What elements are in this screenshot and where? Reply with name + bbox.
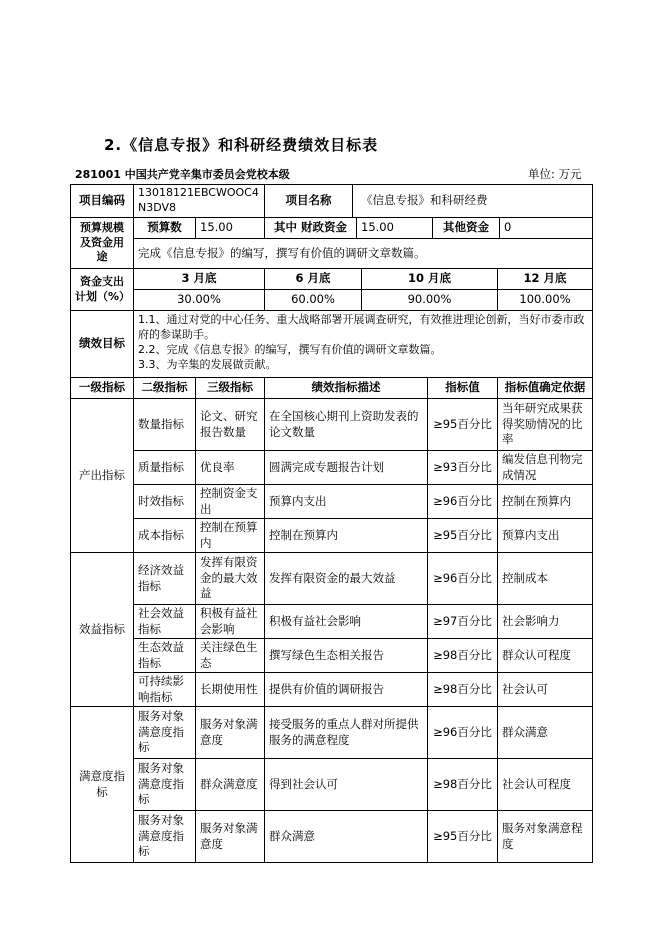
indicator-header-row xyxy=(71,378,593,399)
level2-indicator: 服务对象满意度指标 xyxy=(134,811,196,863)
level2-indicator: 质量指标 xyxy=(134,451,196,485)
other-funds-label: 其他资金 xyxy=(433,218,500,238)
indicator-basis: 当年研究成果获得奖励情况的比率 xyxy=(498,399,593,451)
level2-indicator: 社会效益指标 xyxy=(134,605,196,639)
indicator-basis: 社会认可程度 xyxy=(498,759,593,811)
indicator-row xyxy=(71,553,593,605)
level2-indicator: 生态效益指标 xyxy=(134,639,196,673)
level1-indicator: 效益指标 xyxy=(71,553,134,707)
indicator-description: 积极有益社会影响 xyxy=(265,605,428,639)
level3-indicator: 长期使用性 xyxy=(196,673,265,707)
project-code-label: 项目编码 xyxy=(71,185,134,218)
column-header: 一级指标 xyxy=(71,378,134,399)
indicator-value: ≥96百分比 xyxy=(428,553,498,605)
indicator-value: ≥96百分比 xyxy=(428,707,498,759)
column-header: 指标值确定依据 xyxy=(498,378,593,399)
indicator-description: 预算内支出 xyxy=(265,485,428,519)
indicator-basis: 群众满意 xyxy=(498,707,593,759)
spending-label: 资金支出计划（%） xyxy=(71,269,134,311)
column-header: 二级指标 xyxy=(134,378,196,399)
spending-value: 60.00% xyxy=(265,290,362,310)
indicator-basis: 服务对象满意程度 xyxy=(498,811,593,863)
spending-period: 12 月底 xyxy=(523,271,567,286)
level3-indicator: 论文、研究报告数量 xyxy=(196,399,265,451)
indicator-value: ≥97百分比 xyxy=(428,605,498,639)
level3-indicator: 关注绿色生态 xyxy=(196,639,265,673)
column-header: 绩效指标描述 xyxy=(265,378,428,399)
usage-row xyxy=(71,239,593,269)
level3-indicator: 服务对象满意度 xyxy=(196,811,265,863)
level1-indicator: 产出指标 xyxy=(71,399,134,553)
indicator-description: 撰写绿色生态相关报告 xyxy=(265,639,428,673)
indicator-description: 发挥有限资金的最大效益 xyxy=(265,553,428,605)
level2-indicator: 经济效益指标 xyxy=(134,553,196,605)
goal-line: 1.1、通过对党的中心任务、重大战略部署开展调查研究，有效推进理论创新，当好市委市政府的参谋助手。 xyxy=(138,313,585,341)
indicator-basis: 编发信息刊物完成情况 xyxy=(498,451,593,485)
project-name-value: 《信息专报》和科研经费 xyxy=(361,193,488,208)
budget-label: 预算规模及资金用途 xyxy=(71,218,134,269)
level3-indicator: 群众满意度 xyxy=(196,759,265,811)
indicator-row xyxy=(71,485,593,519)
indicator-value: ≥93百分比 xyxy=(428,451,498,485)
fiscal-funds-label: 其中 财政资金 xyxy=(265,218,357,238)
level2-indicator: 服务对象满意度指标 xyxy=(134,707,196,759)
level3-indicator: 优良率 xyxy=(196,451,265,485)
indicator-row xyxy=(71,639,593,673)
indicator-value: ≥98百分比 xyxy=(428,639,498,673)
level2-indicator: 服务对象满意度指标 xyxy=(134,759,196,811)
indicator-value: ≥95百分比 xyxy=(428,519,498,553)
indicator-description: 得到社会认可 xyxy=(265,759,428,811)
indicator-basis: 控制成本 xyxy=(498,553,593,605)
spending-period: 3 月底 xyxy=(134,269,265,290)
indicator-basis: 预算内支出 xyxy=(498,519,593,553)
level2-indicator: 数量指标 xyxy=(134,399,196,451)
indicator-basis: 控制在预算内 xyxy=(498,485,593,519)
budget-amount-label: 预算数 xyxy=(134,218,196,239)
indicator-description: 接受服务的重点人群对所提供服务的满意程度 xyxy=(265,707,428,759)
indicator-description: 圆满完成专题报告计划 xyxy=(265,451,428,485)
level3-indicator: 积极有益社会影响 xyxy=(196,605,265,639)
goal-line: 2.2、完成《信息专报》的编写，撰写有价值的调研文章数篇。 xyxy=(138,342,442,356)
column-header: 三级指标 xyxy=(196,378,265,399)
indicator-description: 提供有价值的调研报告 xyxy=(265,673,428,707)
goal-line: 3.3、为辛集的发展做贡献。 xyxy=(138,357,277,371)
indicator-row xyxy=(71,707,593,759)
indicator-row xyxy=(71,399,593,451)
indicator-description: 控制在预算内 xyxy=(265,519,428,553)
spending-period: 10 月底 xyxy=(407,271,451,286)
performance-table xyxy=(70,184,593,863)
project-name-label: 项目名称 xyxy=(265,185,353,217)
indicator-value: ≥96百分比 xyxy=(428,485,498,519)
indicator-value: ≥95百分比 xyxy=(428,811,498,863)
project-code-value: 13018121EBCWOOC4N3DV8 xyxy=(134,185,265,218)
other-funds-value: 0 xyxy=(504,220,512,235)
spending-value: 90.00% xyxy=(407,292,452,307)
indicator-value: ≥95百分比 xyxy=(428,399,498,451)
indicator-row xyxy=(71,759,593,811)
indicator-row xyxy=(71,451,593,485)
budget-row xyxy=(71,218,593,239)
budget-usage: 完成《信息专报》的编写，撰写有价值的调研文章数篇。 xyxy=(134,239,593,269)
level1-indicator: 满意度指标 xyxy=(71,707,134,863)
spending-value: 100.00% xyxy=(498,290,593,311)
spending-period-row xyxy=(71,269,593,290)
spending-period: 6 月底 xyxy=(265,269,362,289)
level2-indicator: 成本指标 xyxy=(134,519,196,553)
level2-indicator: 时效指标 xyxy=(134,485,196,519)
indicator-description: 在全国核心期刊上资助发表的论文数量 xyxy=(265,399,428,451)
spending-value-row xyxy=(71,290,593,311)
spending-value: 30.00% xyxy=(134,290,265,311)
level3-indicator: 控制在预算内 xyxy=(196,519,265,553)
budget-amount-value: 15.00 xyxy=(196,218,265,239)
indicator-row xyxy=(71,519,593,553)
indicator-basis: 社会影响力 xyxy=(498,605,593,639)
indicator-value: ≥98百分比 xyxy=(428,673,498,707)
indicator-row xyxy=(71,673,593,707)
indicator-row xyxy=(71,605,593,639)
organization-name: 281001 中国共产党辛集市委员会党校本级 xyxy=(75,168,290,181)
indicator-value: ≥98百分比 xyxy=(428,759,498,811)
project-row xyxy=(71,185,593,218)
indicator-basis: 社会认可 xyxy=(498,673,593,707)
fiscal-funds-value: 15.00 xyxy=(357,218,433,238)
goals-label: 绩效目标 xyxy=(71,311,134,378)
unit-label: 单位: 万元 xyxy=(528,167,582,181)
page-title: 2.《信息专报》和科研经费绩效目标表 xyxy=(104,136,379,154)
level3-indicator: 服务对象满意度 xyxy=(196,707,265,759)
level2-indicator: 可持续影响指标 xyxy=(134,673,196,707)
level3-indicator: 发挥有限资金的最大效益 xyxy=(196,553,265,605)
column-header: 指标值 xyxy=(428,378,498,399)
indicator-row xyxy=(71,811,593,863)
level3-indicator: 控制资金支出 xyxy=(196,485,265,519)
indicator-basis: 群众认可程度 xyxy=(498,639,593,673)
goals-row xyxy=(71,311,593,378)
indicator-description: 群众满意 xyxy=(265,811,428,863)
